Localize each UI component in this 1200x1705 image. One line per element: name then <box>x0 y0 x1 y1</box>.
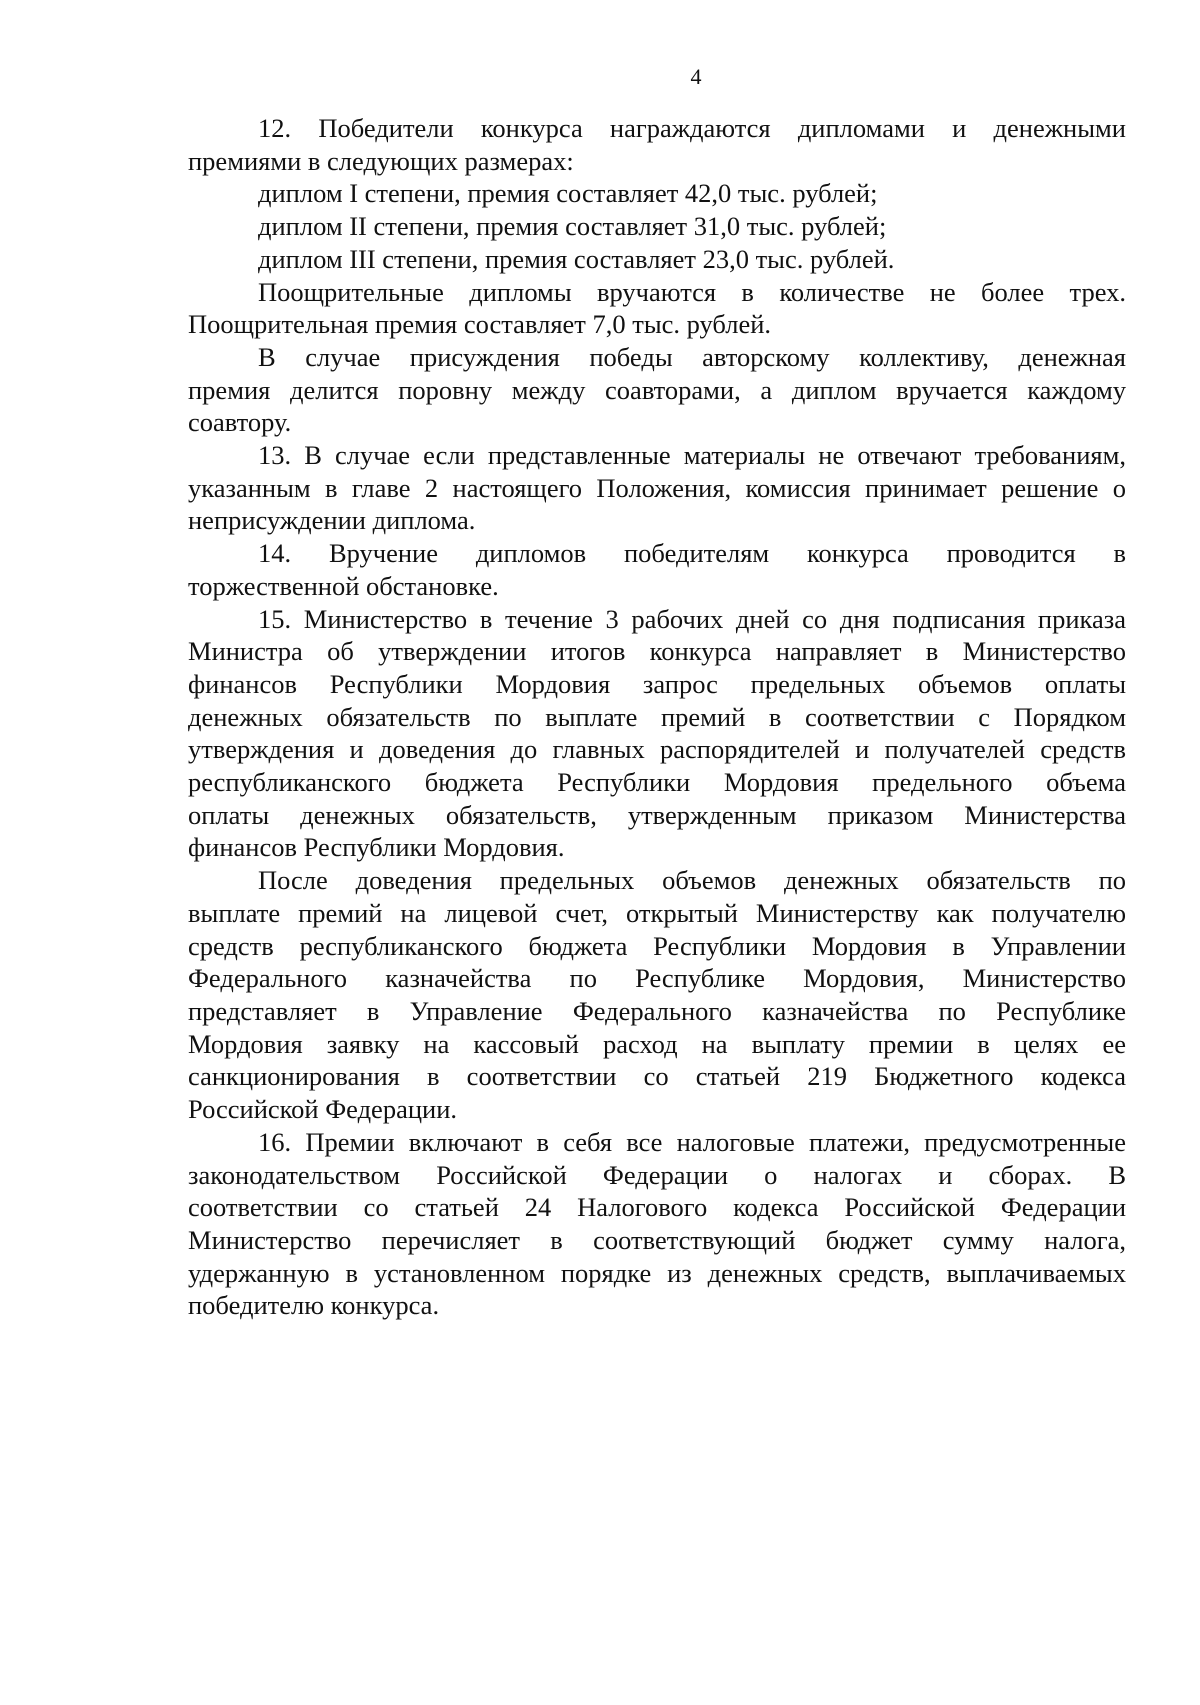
text-line: соавтору. <box>188 407 292 438</box>
text-line: торжественной обстановке. <box>188 570 499 601</box>
page-number: 4 <box>690 64 702 89</box>
text-line: указанным в главе 2 настоящего Положения, комиссия принимает решение о <box>188 472 1126 503</box>
text-line: победителю конкурса. <box>188 1290 440 1321</box>
text-line: 12. Победители конкурса награждаются дипломами и денежными <box>258 113 1126 143</box>
text-line: 16. Премии включают в себя все налоговые платежи, предусмотренные <box>258 1126 1126 1157</box>
text-line: диплом III степени, премия составляет 23,0 тыс. рублей. <box>258 243 895 274</box>
text-line: Поощрительная премия составляет 7,0 тыс. рублей. <box>188 309 772 340</box>
text-line: Министра об утверждении итогов конкурса направляет в Министерство <box>188 636 1126 667</box>
text-line: утверждения и доведения до главных распорядителей и получателей средств <box>188 734 1126 765</box>
text-line: диплом II степени, премия составляет 31,0 тыс. рублей; <box>258 211 887 242</box>
text-line: диплом I степени, премия составляет 42,0 тыс. рублей; <box>258 178 878 209</box>
text-line: удержанную в установленном порядке из денежных средств, выплачиваемых <box>188 1257 1126 1288</box>
text-line: Федерального казначейства по Республике Мордовия, Министерство <box>188 963 1126 994</box>
text-line: оплаты денежных обязательств, утвержденным приказом Министерства <box>188 799 1126 830</box>
text-line: финансов Республики Мордовия. <box>188 832 565 863</box>
text-line: В случае присуждения победы авторскому коллективу, денежная <box>258 341 1126 372</box>
text-line: 15. Министерство в течение 3 рабочих дней со дня подписания приказа <box>258 603 1126 634</box>
text-line: соответствии со статьей 24 Налогового кодекса Российской Федерации <box>188 1192 1126 1223</box>
text-line: После доведения предельных объемов денежных обязательств по <box>258 865 1126 896</box>
text-line: финансов Республики Мордовия запрос предельных объемов оплаты <box>188 668 1126 699</box>
text-line: 13. В случае если представленные материалы не отвечают требованиям, <box>258 440 1126 471</box>
text-line: Министерство перечисляет в соответствующий бюджет сумму налога, <box>188 1224 1126 1255</box>
text-line: представляет в Управление Федерального казначейства по Республике <box>188 995 1126 1026</box>
text-line: 14. Вручение дипломов победителям конкурса проводится в <box>258 538 1126 569</box>
text-line: выплате премий на лицевой счет, открытый Министерству как получателю <box>188 897 1126 928</box>
text-line: Мордовия заявку на кассовый расход на выплату премии в целях ее <box>188 1028 1126 1059</box>
text-line: Российской Федерации. <box>188 1094 457 1125</box>
text-line: неприсуждении диплома. <box>188 505 476 536</box>
text-line: законодательством Российской Федерации о налогах и сборах. В <box>188 1159 1126 1190</box>
text-line: денежных обязательств по выплате премий в соответствии с Порядком <box>188 701 1126 732</box>
text-line: премия делится поровну между соавторами, а диплом вручается каждому <box>188 374 1126 405</box>
text-line: средств республиканского бюджета Республики Мордовия в Управлении <box>188 930 1126 961</box>
text-line: Поощрительные дипломы вручаются в количестве не более трех. <box>258 276 1126 307</box>
text-line: премиями в следующих размерах: <box>188 145 574 176</box>
document-body <box>188 112 1126 1322</box>
text-line: республиканского бюджета Республики Мордовия предельного объема <box>188 767 1126 798</box>
text-line: санкционирования в соответствии со статьей 219 Бюджетного кодекса <box>188 1061 1126 1092</box>
